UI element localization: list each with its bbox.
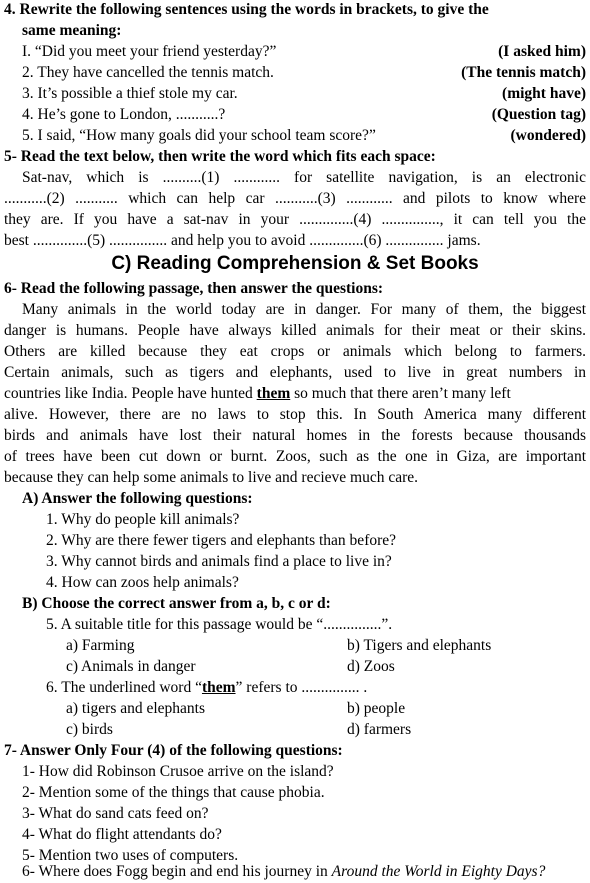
q4-item-1 — [22, 42, 586, 63]
q5-text-line-3: they are. If you have a sat-nav in your ..............(4) ..............., it can tell you the — [4, 211, 586, 228]
q7-item: 2- Mention some of the things that cause phobia. — [22, 784, 325, 801]
underlined-word-them: them — [201, 679, 236, 696]
mcq-6-option-c: c) birds — [66, 721, 113, 738]
q7-item: 5- Mention two uses of computers. — [22, 847, 239, 864]
mcq-6-text-part: ” refers to ............... . — [235, 679, 368, 696]
q4-item-text: 5. I said, “How many goals did your school team score?” — [22, 127, 376, 144]
q7-item-6-text: 6- Where does Fogg begin and end his journey in — [22, 863, 332, 880]
mcq-5-option-a: a) Farming — [66, 637, 135, 654]
mcq-5-option-c: c) Animals in danger — [66, 658, 196, 675]
q5-text-line-2: ...........(2) ........... which can help car ...........(3) ............ and pilots to know where — [4, 190, 586, 207]
mcq-5-option-b: b) Tigers and elephants — [347, 637, 492, 654]
q4-item-hint: (might have) — [502, 85, 586, 102]
q4-item-hint: (The tennis match) — [461, 64, 586, 81]
mcq-6-text-part: 6. The underlined word “ — [46, 679, 202, 696]
q7-title: 7- Answer Only Four (4) of the following questions: — [4, 742, 343, 759]
q5-title: 5- Read the text below, then write the word which fits each space: — [4, 148, 436, 165]
passage-line: danger is humans. People have always killed animals for their meat or their skins. — [4, 322, 586, 339]
passage-text: so much that there aren’t many left — [290, 385, 511, 402]
passage-line: birds and animals have lost their natural homes in the forests because thousands — [4, 427, 586, 444]
q5-text-line-4: best ..............(5) ............... and help you to avoid ..............(6) ............... jams. — [4, 232, 481, 249]
q7-item-6 — [22, 862, 590, 883]
q4-item-2 — [22, 63, 586, 84]
part-a-question: 2. Why are there fewer tigers and elephants than before? — [46, 532, 397, 549]
q4-item-5 — [22, 126, 586, 147]
part-a-question: 3. Why cannot birds and animals find a place to live in? — [46, 553, 392, 570]
part-b-title: B) Choose the correct answer from a, b, c or d: — [22, 595, 331, 612]
q4-item-text: 4. He’s gone to London, ...........? — [22, 106, 226, 123]
q4-item-hint: (wondered) — [510, 127, 586, 144]
q4-item-text: I. “Did you meet your friend yesterday?” — [22, 43, 277, 60]
q4-title-line1: 4. Rewrite the following sentences using the words in brackets, to give the — [4, 1, 489, 18]
q4-title-line2: same meaning: — [22, 22, 122, 39]
mcq-6-text — [46, 678, 590, 699]
q7-item: 4- What do flight attendants do? — [22, 826, 222, 843]
mcq-6-option-b: b) people — [347, 700, 406, 717]
passage-text: countries like India. People have hunted — [4, 385, 257, 402]
passage-line: Others are killed because they eat crops or animals which belong to farmers. — [4, 343, 586, 360]
passage-line: alive. However, there are no laws to stop this. In South America many different — [4, 406, 586, 423]
part-a-question: 4. How can zoos help animals? — [46, 574, 239, 591]
mcq-5-option-d: d) Zoos — [347, 658, 395, 675]
mcq-6-option-d: d) farmers — [347, 721, 412, 738]
q4-item-text: 2. They have cancelled the tennis match. — [22, 64, 274, 81]
q4-item-4 — [22, 105, 586, 126]
q7-item: 3- What do sand cats feed on? — [22, 805, 209, 822]
passage-line: of trees have been cut down or burnt. Zoos, such as the one in Giza, are important — [4, 448, 586, 465]
passage-line-with-underline — [4, 384, 590, 405]
underlined-word-them: them — [256, 385, 291, 402]
q4-item-text: 3. It’s possible a thief stole my car. — [22, 85, 238, 102]
passage-line: because they can help some animals to live and recieve much care. — [4, 469, 419, 486]
part-a-question: 1. Why do people kill animals? — [46, 511, 240, 528]
passage-line: Many animals in the world today are in danger. For many of them, the biggest — [22, 301, 586, 318]
q5-text-line-1: Sat-nav, which is ..........(1) ............ for satellite navigation, is an electronic — [22, 169, 586, 186]
part-a-title: A) Answer the following questions: — [22, 490, 253, 507]
q6-title: 6- Read the following passage, then answer the questions: — [4, 280, 384, 297]
section-c-heading: C) Reading Comprehension & Set Books — [111, 253, 479, 274]
book-title: Around the World in Eighty Days? — [331, 863, 546, 880]
mcq-6-option-a: a) tigers and elephants — [66, 700, 206, 717]
q7-item: 1- How did Robinson Crusoe arrive on the island? — [22, 763, 334, 780]
mcq-5-text: 5. A suitable title for this passage would be “...............”. — [46, 616, 393, 633]
passage-line: Certain animals, such as tigers and elephants, used to live in great numbers in — [4, 364, 586, 381]
q4-item-3 — [22, 84, 586, 105]
q4-item-hint: (Question tag) — [491, 106, 586, 123]
q4-item-hint: (I asked him) — [498, 43, 586, 60]
